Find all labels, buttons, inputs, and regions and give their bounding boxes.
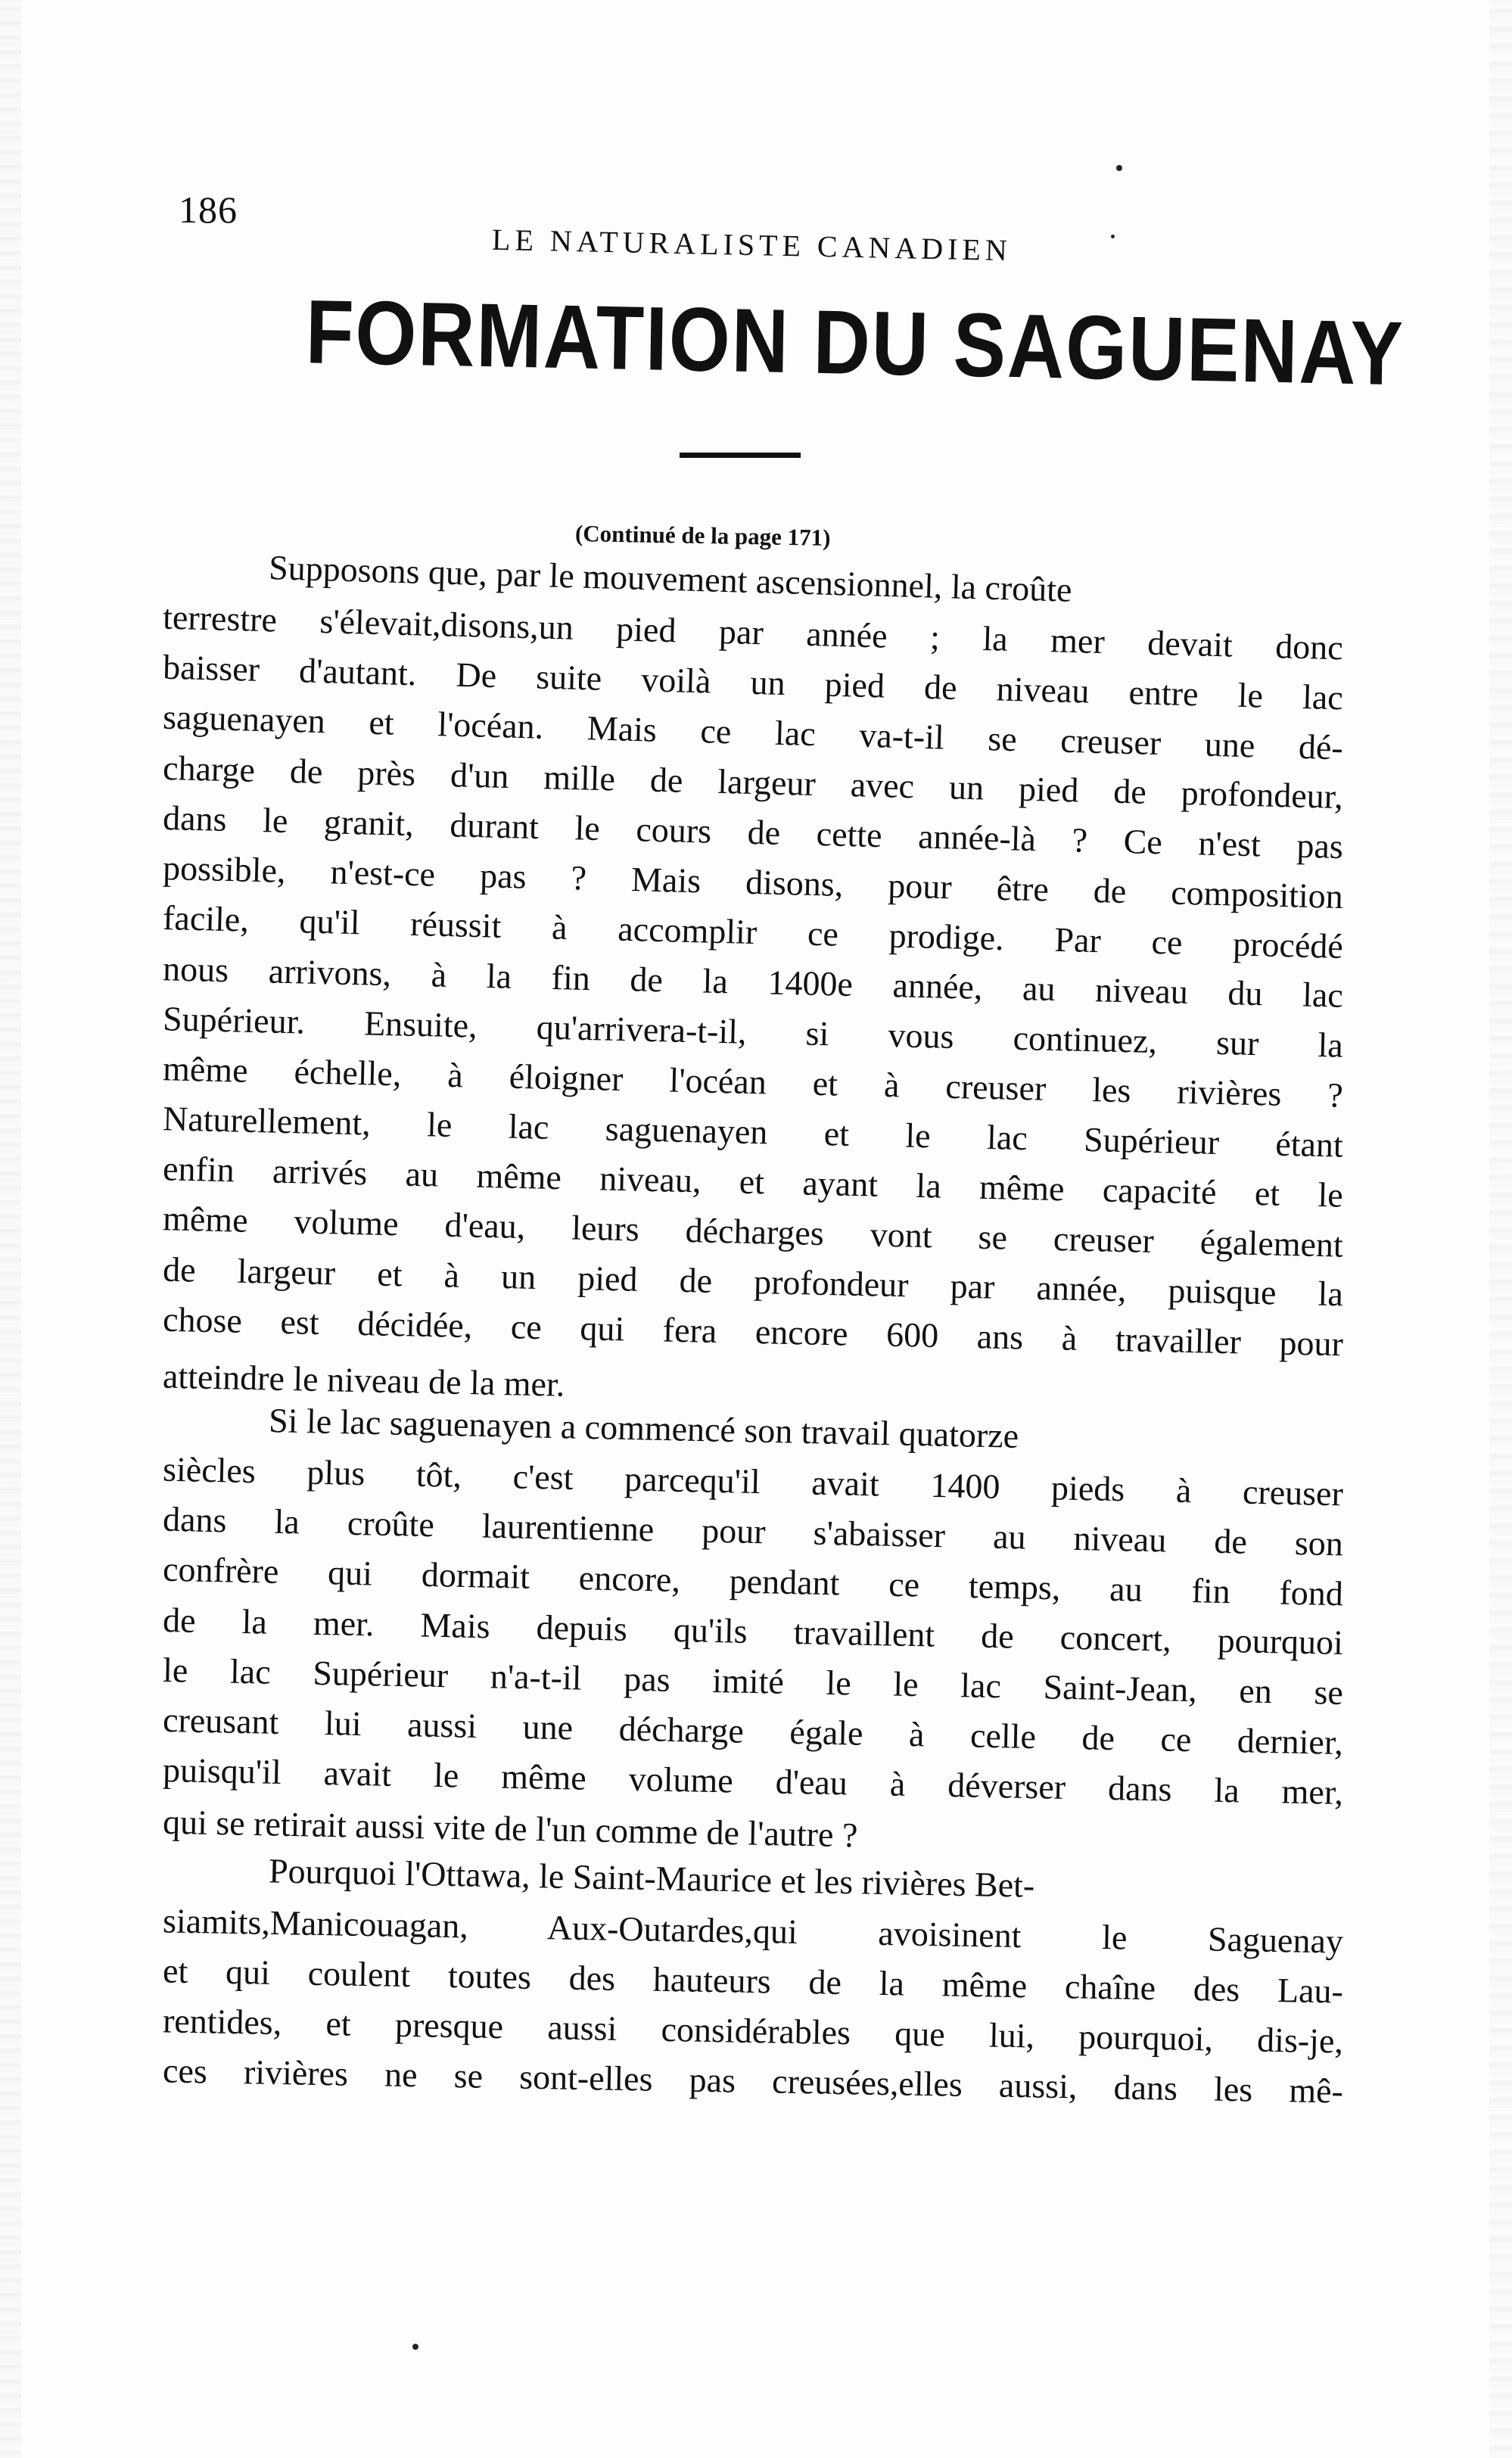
body-line: même échelle, à éloigner l'océan et à creuser les rivières ? xyxy=(162,1049,1344,1115)
body-line: creusant lui aussi une décharge égale à celle de ce dernier, xyxy=(162,1700,1344,1762)
body-line: possible, n'est-ce pas ? Mais disons, pour être de composition xyxy=(162,848,1344,916)
body-line: enfin arrivés au même niveau, et ayant la même capacité et le xyxy=(162,1149,1344,1215)
body-line: atteindre le niveau de la mer. xyxy=(162,1356,565,1404)
body-line: de largeur et à un pied de profondeur par année, puisque la xyxy=(162,1249,1344,1314)
scan-edge-right xyxy=(1489,0,1512,2458)
body-line: même volume d'eau, leurs décharges vont se creuser également xyxy=(162,1199,1344,1265)
body-line: chose est décidée, ce qui fera encore 600 ans à travailler pour xyxy=(162,1299,1344,1364)
body-line: Supposons que, par le mouvement ascensionnel, la croûte xyxy=(268,548,1073,609)
body-line: siècles plus tôt, c'est parcequ'il avait 1400 pieds à creuser xyxy=(162,1449,1344,1514)
body-line: dans le granit, durant le cours de cette année-là ? Ce n'est pas xyxy=(162,798,1344,867)
body-line: nous arrivons, à la fin de la 1400e année, au niveau du lac xyxy=(162,949,1344,1015)
body-line: dans la croûte laurentienne pour s'abaisser au niveau de son xyxy=(162,1499,1344,1563)
body-line: puisqu'il avait le même volume d'eau à déverser dans la mer, xyxy=(162,1750,1344,1812)
body-line: Naturellement, le lac saguenayen et le lac Supérieur étant xyxy=(162,1099,1344,1165)
body-line: le lac Supérieur n'a-t-il pas imité le le lac Saint-Jean, en se xyxy=(162,1651,1344,1712)
continued-note: (Continué de la page 171) xyxy=(574,520,831,551)
body-line: baisser d'autant. De suite voilà un pied de niveau entre le lac xyxy=(162,647,1344,717)
scan-speck xyxy=(1111,235,1115,238)
body-line: Supérieur. Ensuite, qu'arrivera-t-il, si vous continuez, sur la xyxy=(162,999,1344,1065)
body-line: siamits,Manicouagan, Aux-Outardes,qui avoisinent le Saguenay xyxy=(162,1901,1344,1961)
scan-speck xyxy=(1116,165,1122,171)
body-line: confrère qui dormait encore, pendant ce temps, au fin fond xyxy=(162,1549,1344,1613)
body-line: Si le lac saguenayen a commencé son travail quatorze xyxy=(268,1401,1019,1455)
body-line: qui se retirait aussi vite de l'un comme de l'autre ? xyxy=(162,1802,858,1855)
title-divider xyxy=(680,453,801,458)
page-number: 186 xyxy=(179,188,238,231)
body-line: saguenayen et l'océan. Mais ce lac va-t-il se creuser une dé- xyxy=(162,697,1344,767)
body-line: de la mer. Mais depuis qu'ils travaillent de concert, pourquoi xyxy=(162,1601,1344,1662)
scan-edge-left xyxy=(0,0,21,2458)
body-line: terrestre s'élevait,disons,un pied par année ; la mer devait donc xyxy=(162,597,1344,667)
body-line: et qui coulent toutes des hauteurs de la même chaîne des Lau- xyxy=(162,1951,1344,2011)
body-line: ces rivières ne se sont-elles pas creusées,elles aussi, dans les mê- xyxy=(162,2051,1344,2111)
scan-speck xyxy=(412,2344,418,2350)
running-head: LE NATURALISTE CANADIEN xyxy=(491,222,1013,268)
article-title: FORMATION DU SAGUENAY xyxy=(304,282,1405,405)
body-line: facile, qu'il réussit à accomplir ce prodige. Par ce procédé xyxy=(162,898,1344,966)
body-line: charge de près d'un mille de largeur avec un pied de profondeur, xyxy=(162,748,1344,817)
body-line: Pourquoi l'Ottawa, le Saint-Maurice et les rivières Bet- xyxy=(268,1851,1035,1905)
body-line: rentides, et presque aussi considérables que lui, pourquoi, dis-je, xyxy=(162,2001,1344,2061)
